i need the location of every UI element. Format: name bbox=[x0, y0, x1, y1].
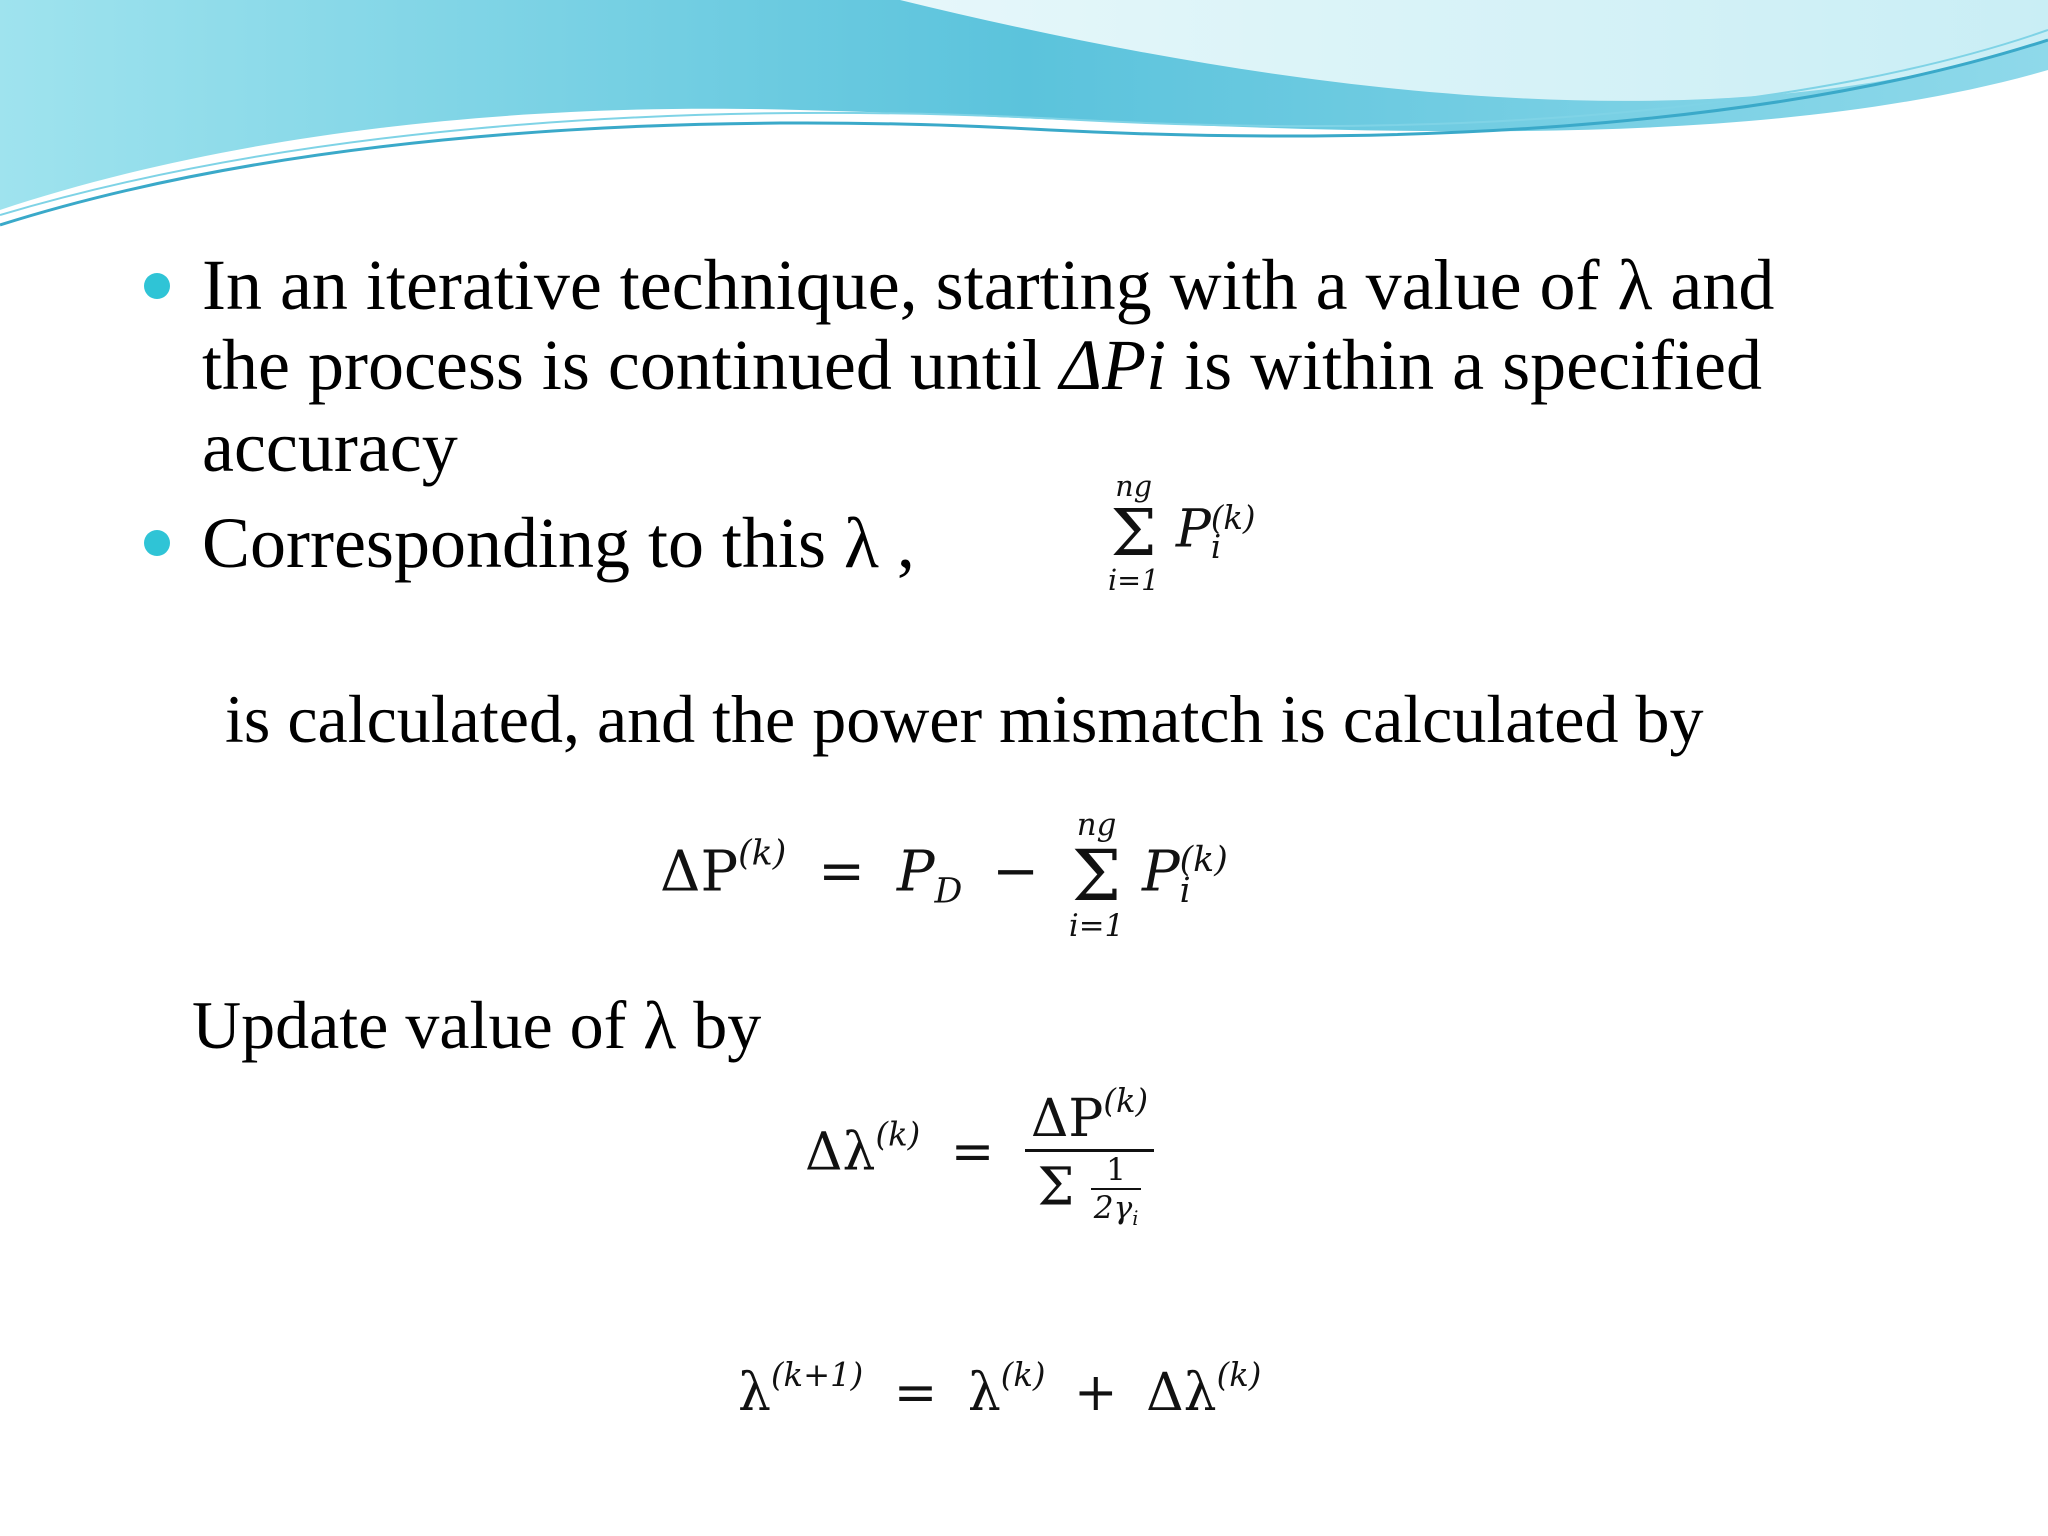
equation-lambda-update: $\lambda^{(k+1)} = \lambda^{(k)} + \Delta\lambda^{(k)}$ bbox=[738, 1356, 1262, 1424]
bullet-marker-2 bbox=[144, 530, 170, 556]
calculated-line: is calculated, and the power mismatch is calculated by bbox=[225, 681, 1704, 757]
bullet-1-line-2: the process is continued until ΔPi is within a specified bbox=[202, 325, 1762, 405]
summation-symbol: ng Σ i=1 bbox=[1108, 469, 1160, 597]
header-wave-decoration bbox=[0, 0, 2048, 240]
bullet-1-line-3: accuracy bbox=[202, 407, 458, 487]
equation-power-mismatch: $\Delta P^{(k)} = P_D$ − ng Σ i=1 P (k) i bbox=[660, 807, 1228, 944]
delta-pi-term: ΔPi bbox=[1059, 325, 1167, 405]
equation-sum-p: ng Σ i=1 P (k) i bbox=[1108, 469, 1256, 597]
bullet-2-line-1: Corresponding to this λ , bbox=[202, 503, 915, 583]
bullet-1-line-1: In an iterative technique, starting with a value of λ and bbox=[202, 245, 1775, 325]
update-line: Update value of λ by bbox=[192, 987, 762, 1063]
equation-delta-lambda: $\Delta\lambda^{(k)}$ = ΔP$^{(k)}$ Σ $\frac{1}{2\gamma_i}$ bbox=[805, 1082, 1154, 1230]
bullet-marker-1 bbox=[144, 273, 170, 299]
summation-symbol: ng Σ i=1 bbox=[1068, 807, 1125, 944]
fraction: ΔP$^{(k)}$ Σ $\frac{1}{2\gamma_i}$ bbox=[1025, 1082, 1154, 1230]
